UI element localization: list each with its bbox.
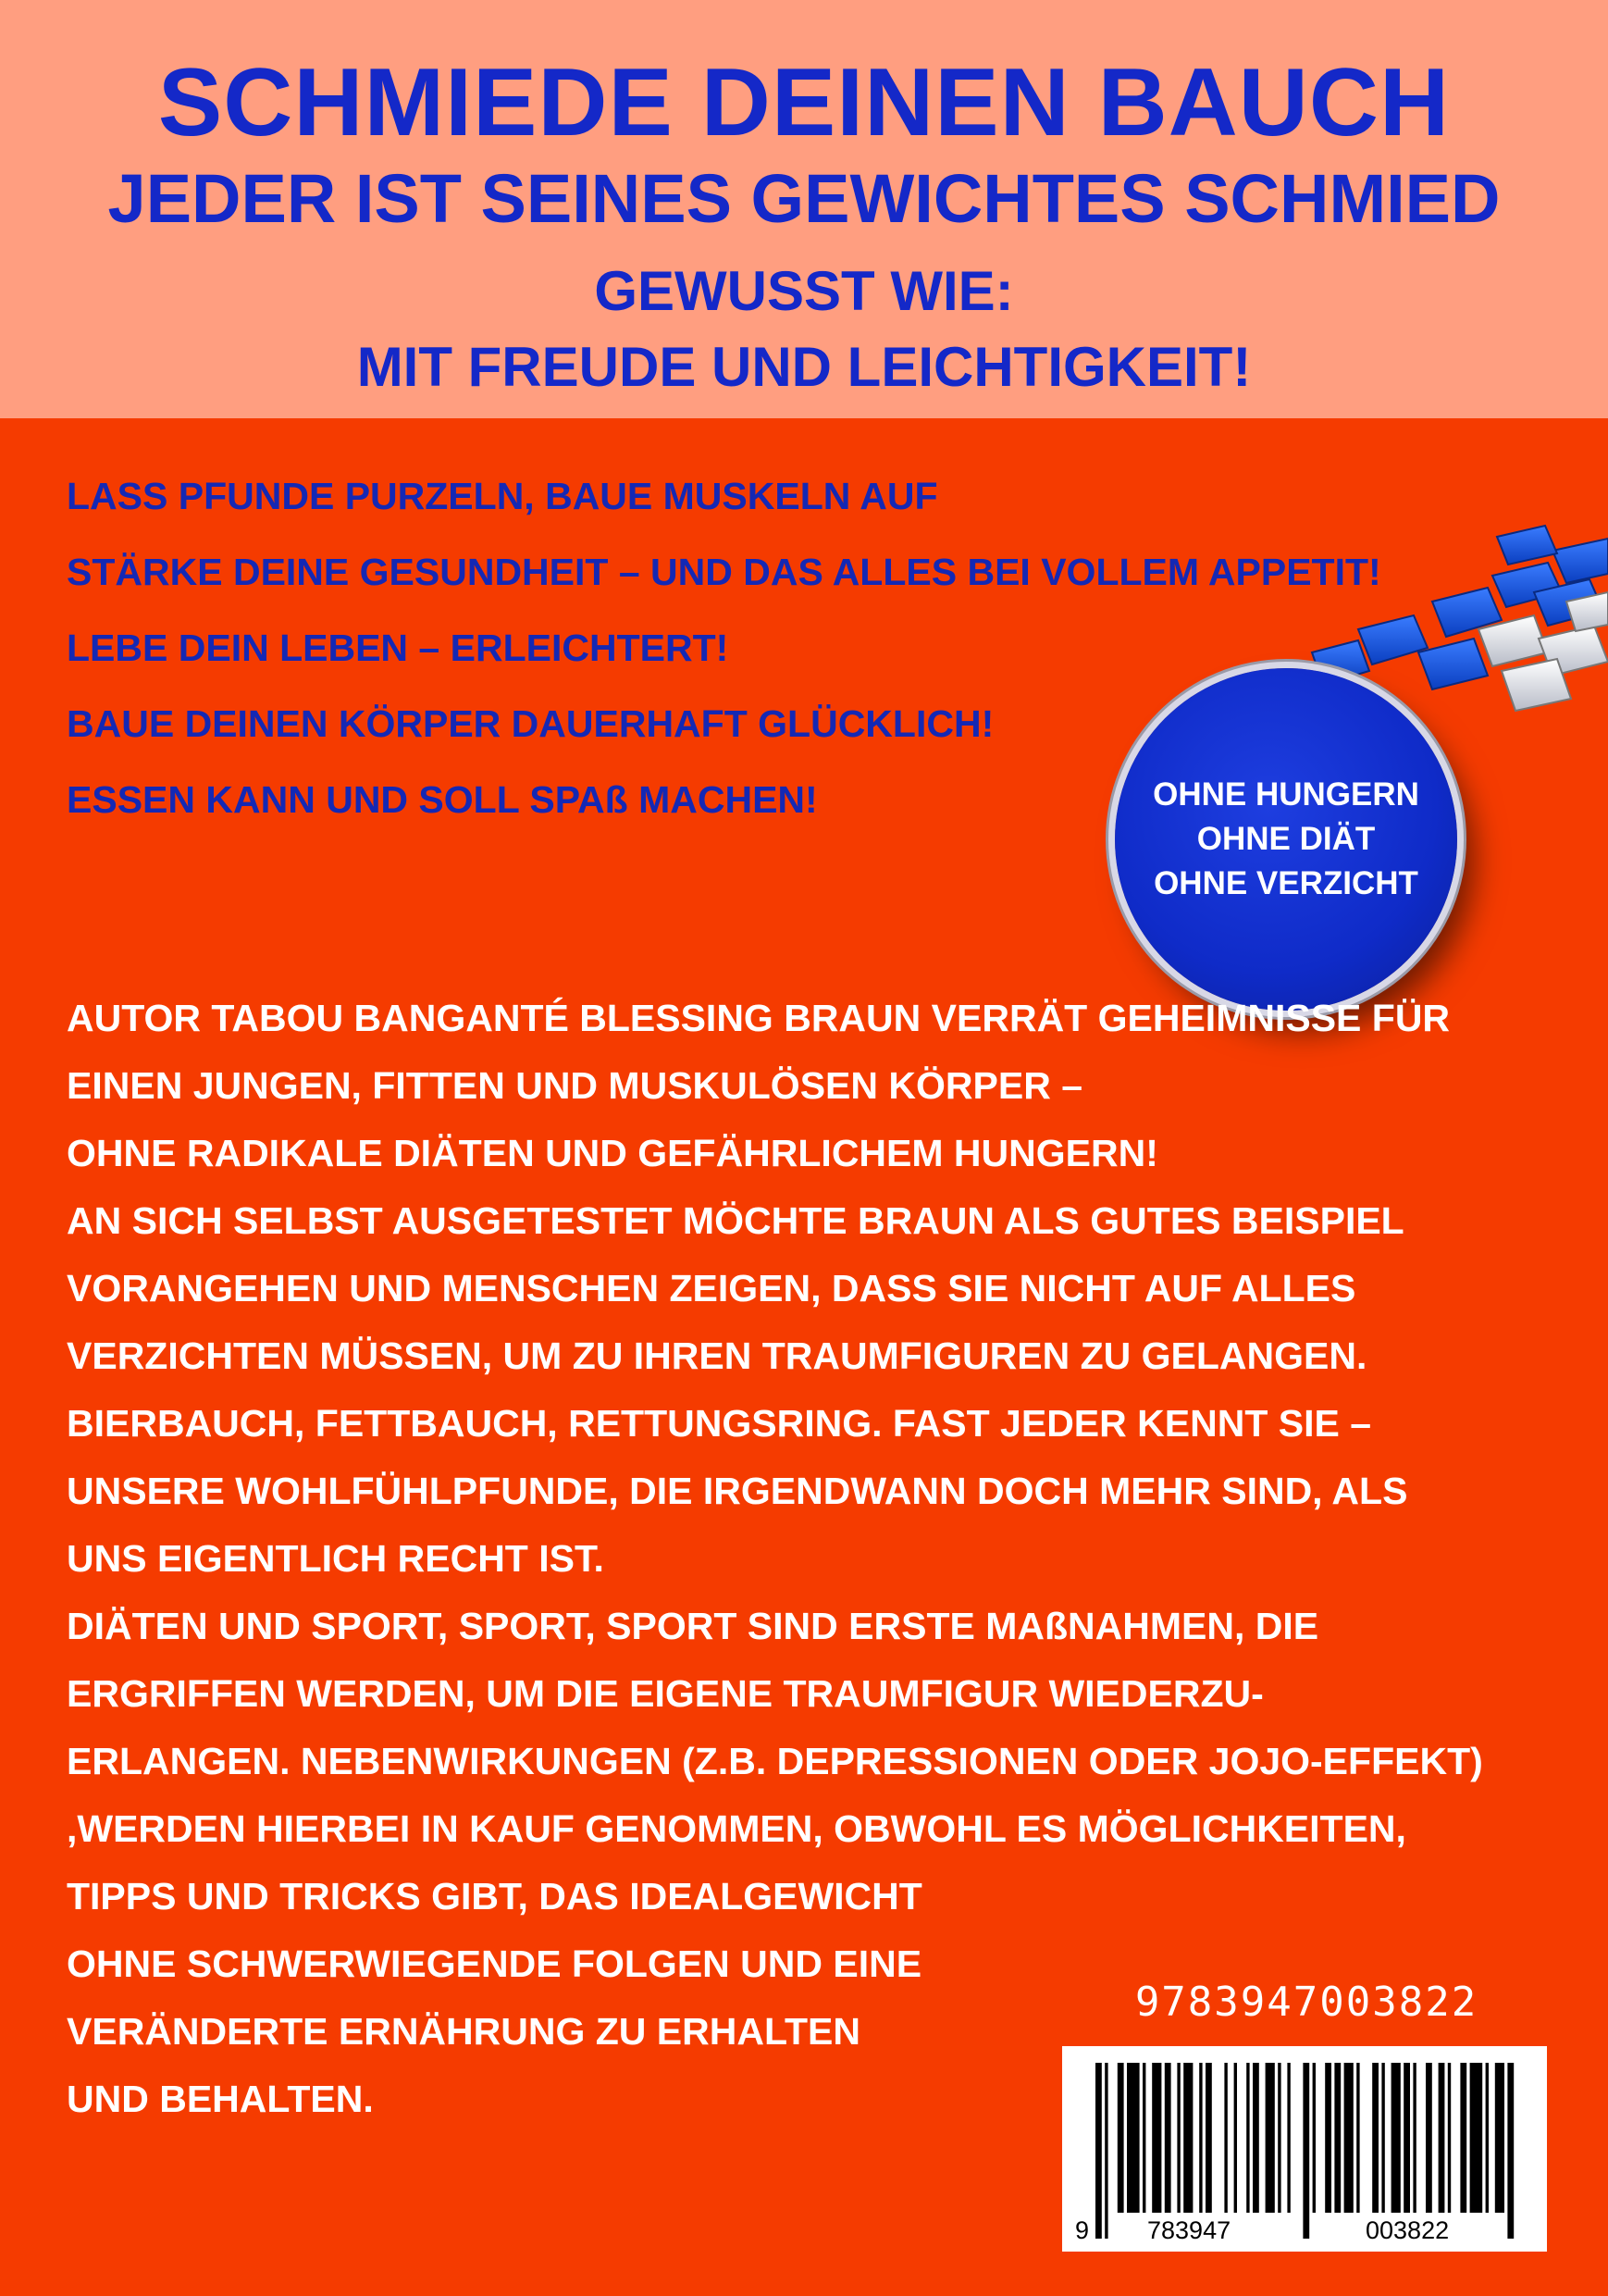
barcode-bar (1278, 2063, 1280, 2213)
bullet-item: LASS PFUNDE PURZELN, BAUE MUSKELN AUF (67, 475, 938, 517)
blurb-line: ERLANGEN. NEBENWIRKUNGEN (Z.B. DEPRESSIONEN ODER JOJO-EFFEKT) (67, 1740, 1483, 1782)
blurb-line: VERZICHTEN MÜSSEN, UM ZU IHREN TRAUMFIGUREN ZU GELANGEN. (67, 1334, 1367, 1377)
barcode-bar (1404, 2063, 1410, 2213)
barcode-bar (1507, 2063, 1514, 2239)
barcode-bar (1356, 2063, 1359, 2213)
book-title: SCHMIEDE DEINEN BAUCH (157, 49, 1451, 156)
barcode-bar (1105, 2063, 1107, 2239)
barcode-bar (1206, 2063, 1212, 2213)
barcode-bar (1266, 2063, 1275, 2213)
barcode-group-1: 783947 (1147, 2216, 1231, 2244)
blurb-line: AUTOR TABOU BANGANTÉ BLESSING BRAUN VERRÄT GEHEIMNISSE FÜR (67, 997, 1451, 1039)
barcode-bar (1448, 2063, 1451, 2213)
badge-line: OHNE VERZICHT (1154, 865, 1418, 901)
badge-circle (1115, 668, 1457, 1011)
barcode-prefix: 9 (1075, 2216, 1090, 2244)
barcode-bar (1392, 2063, 1401, 2213)
barcode-bar (1143, 2063, 1145, 2213)
barcode-bar (1334, 2063, 1341, 2213)
barcode-bar (1344, 2063, 1354, 2213)
blurb-line: AN SICH SELBST AUSGETESTET MÖCHTE BRAUN ALS GUTES BEISPIEL (67, 1199, 1404, 1242)
tagline-2: MIT FREUDE UND LEICHTIGKEIT! (356, 336, 1252, 398)
blurb-text (67, 996, 1483, 2144)
badge-line: OHNE DIÄT (1196, 821, 1376, 857)
blurb-line: ,WERDEN HIERBEI IN KAUF GENOMMEN, OBWOHL ES MÖGLICHKEITEN, (67, 1807, 1406, 1850)
barcode-bar (1313, 2063, 1316, 2213)
barcode-bar (1439, 2063, 1445, 2213)
barcode-bar (1183, 2063, 1193, 2213)
barcode-bar (1460, 2063, 1466, 2213)
barcode-bar (1234, 2063, 1237, 2213)
bullet-item: STÄRKE DEINE GESUNDHEIT – UND DAS ALLES BEI VOLLEM APPETIT! (67, 551, 1381, 593)
bullet-item: LEBE DEIN LEBEN – ERLEICHTERT! (67, 627, 729, 669)
barcode-bar (1152, 2063, 1161, 2213)
barcode-bar (1127, 2063, 1140, 2213)
barcode-bar (1303, 2063, 1309, 2239)
barcode-bar (1177, 2063, 1180, 2213)
barcode-bars (1062, 2046, 1547, 2252)
isbn-number: 9783947003822 (1134, 1979, 1478, 2026)
barcode-bar (1224, 2063, 1227, 2213)
blurb-line: DIÄTEN UND SPORT, SPORT, SPORT SIND ERSTE MAßNAHMEN, DIE (67, 1605, 1319, 1647)
barcode-bar (1246, 2063, 1249, 2213)
barcode-group-2: 003822 (1366, 2216, 1450, 2244)
barcode-bar (1253, 2063, 1259, 2213)
book-subtitle: JEDER IST SEINES GEWICHTES SCHMIED (107, 160, 1501, 237)
barcode-bar (1486, 2063, 1489, 2213)
badge-line: OHNE HUNGERN (1153, 776, 1419, 813)
barcode (1062, 2046, 1547, 2252)
blurb-line: OHNE RADIKALE DIÄTEN UND GEFÄHRLICHEM HUNGERN! (67, 1132, 1158, 1174)
blurb-line: EINEN JUNGEN, FITTEN UND MUSKULÖSEN KÖRPER – (67, 1064, 1082, 1107)
barcode-bar (1413, 2063, 1416, 2213)
barcode-bar (1199, 2063, 1202, 2213)
bullet-item: ESSEN KANN UND SOLL SPAß MACHEN! (67, 778, 818, 821)
blurb-line: UND BEHALTEN. (67, 2078, 374, 2120)
barcode-bar (1118, 2063, 1124, 2213)
barcode-bar (1325, 2063, 1331, 2213)
blurb-line: VORANGEHEN UND MENSCHEN ZEIGEN, DASS SIE NICHT AUF ALLES (67, 1267, 1356, 1309)
barcode-bar (1165, 2063, 1171, 2213)
barcode-bar (1095, 2063, 1102, 2239)
blurb-line: ERGRIFFEN WERDEN, UM DIE EIGENE TRAUMFIGUR WIEDERZU- (67, 1672, 1264, 1715)
barcode-bar (1287, 2063, 1290, 2213)
barcode-bar (1426, 2063, 1432, 2213)
blurb-line: VERÄNDERTE ERNÄHRUNG ZU ERHALTEN (67, 2010, 860, 2053)
barcode-bar (1372, 2063, 1379, 2213)
blurb-line: UNSERE WOHLFÜHLPFUNDE, DIE IRGENDWANN DOCH MEHR SIND, ALS (67, 1470, 1408, 1512)
blurb-line: TIPPS UND TRICKS GIBT, DAS IDEALGEWICHT (67, 1875, 922, 1917)
barcode-bar (1495, 2063, 1504, 2213)
blurb-line: BIERBAUCH, FETTBAUCH, RETTUNGSRING. FAST JEDER KENNT SIE – (67, 1402, 1372, 1445)
tagline-1: GEWUSST WIE: (594, 260, 1014, 322)
blurb-line: OHNE SCHWERWIEGENDE FOLGEN UND EINE (67, 1942, 922, 1985)
barcode-bar (1470, 2063, 1483, 2213)
barcode-bar (1381, 2063, 1384, 2213)
bullet-item: BAUE DEINEN KÖRPER DAUERHAFT GLÜCKLICH! (67, 702, 995, 745)
blurb-line: UNS EIGENTLICH RECHT IST. (67, 1537, 604, 1580)
